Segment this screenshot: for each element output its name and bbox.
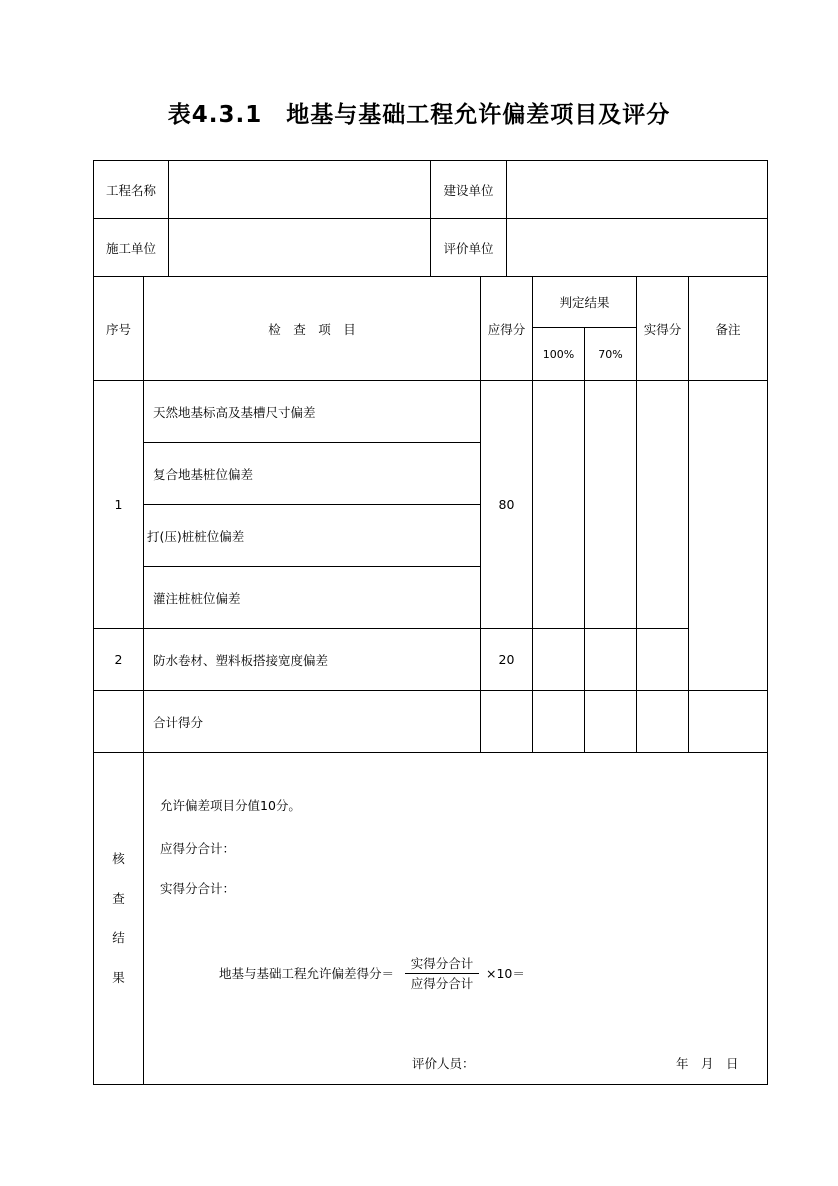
total-label: 合计得分 (143, 690, 481, 753)
row-1-70pct-cell[interactable] (584, 380, 637, 629)
row-1-item-2: 复合地基桩位偏差 (143, 442, 481, 505)
total-actual-score-cell[interactable] (636, 690, 689, 753)
header-due-score: 应得分 (480, 276, 533, 381)
row-2-item-1: 防水卷材、塑料板搭接宽度偏差 (143, 628, 481, 691)
header-judgement: 判定结果 (532, 276, 637, 328)
date-label: 年 月 日 (676, 1056, 739, 1071)
header-item: 检 查 项 目 (143, 276, 481, 381)
project-name-field[interactable] (168, 160, 431, 219)
due-total-label: 应得分合计： (160, 841, 236, 856)
total-remarks-cell[interactable] (688, 690, 768, 753)
check-label-char: 查 (112, 890, 125, 906)
score-note: 允许偏差项目分值10分。 (160, 798, 301, 813)
contractor-field[interactable] (168, 218, 431, 277)
row-1-100pct-cell[interactable] (532, 380, 585, 629)
check-label-char: 核 (112, 851, 125, 866)
row-1-item-1: 天然地基标高及基槽尺寸偏差 (143, 380, 481, 443)
formula-left: 地基与基础工程允许偏差得分＝ (219, 966, 395, 981)
check-result-label (93, 752, 144, 1085)
project-name-label: 工程名称 (93, 160, 169, 219)
total-due-score-cell[interactable] (480, 690, 533, 753)
row-1-item-3: 打(压)桩桩位偏差 (143, 504, 481, 567)
remarks-cell[interactable] (688, 380, 768, 691)
formula-numerator: 实得分合计 (405, 954, 479, 974)
header-actual-score: 实得分 (636, 276, 689, 381)
header-remarks: 备注 (688, 276, 768, 381)
total-100pct-cell[interactable] (532, 690, 585, 753)
page-title: 表4.3.1 地基与基础工程允许偏差项目及评分 (167, 102, 671, 128)
evaluator-unit-field[interactable] (506, 218, 768, 277)
row-2-70pct-cell[interactable] (584, 628, 637, 691)
total-70pct-cell[interactable] (584, 690, 637, 753)
owner-field[interactable] (506, 160, 768, 219)
check-label-char: 果 (112, 969, 125, 985)
check-label-char: 结 (112, 930, 125, 945)
row-2-100pct-cell[interactable] (532, 628, 585, 691)
formula-fraction (405, 954, 479, 992)
row-1-no: 1 (93, 380, 144, 629)
formula-right: ×10＝ (486, 966, 525, 981)
row-2-due-score: 20 (480, 628, 533, 691)
row-1-item-4: 灌注桩桩位偏差 (143, 566, 481, 629)
header-100pct: 100% (532, 327, 585, 381)
row-2-no: 2 (93, 628, 144, 691)
evaluator-label: 评价人员： (412, 1056, 475, 1071)
actual-total-label: 实得分合计： (160, 881, 236, 896)
formula-denominator: 应得分合计 (410, 976, 474, 991)
owner-label: 建设单位 (430, 160, 507, 219)
row-2-actual-score-cell[interactable] (636, 628, 689, 691)
header-no: 序号 (93, 276, 144, 381)
row-1-actual-score-cell[interactable] (636, 380, 689, 629)
evaluator-unit-label: 评价单位 (430, 218, 507, 277)
total-no-cell (93, 690, 144, 753)
contractor-label: 施工单位 (93, 218, 169, 277)
header-70pct: 70% (584, 327, 637, 381)
row-1-due-score: 80 (480, 380, 533, 629)
